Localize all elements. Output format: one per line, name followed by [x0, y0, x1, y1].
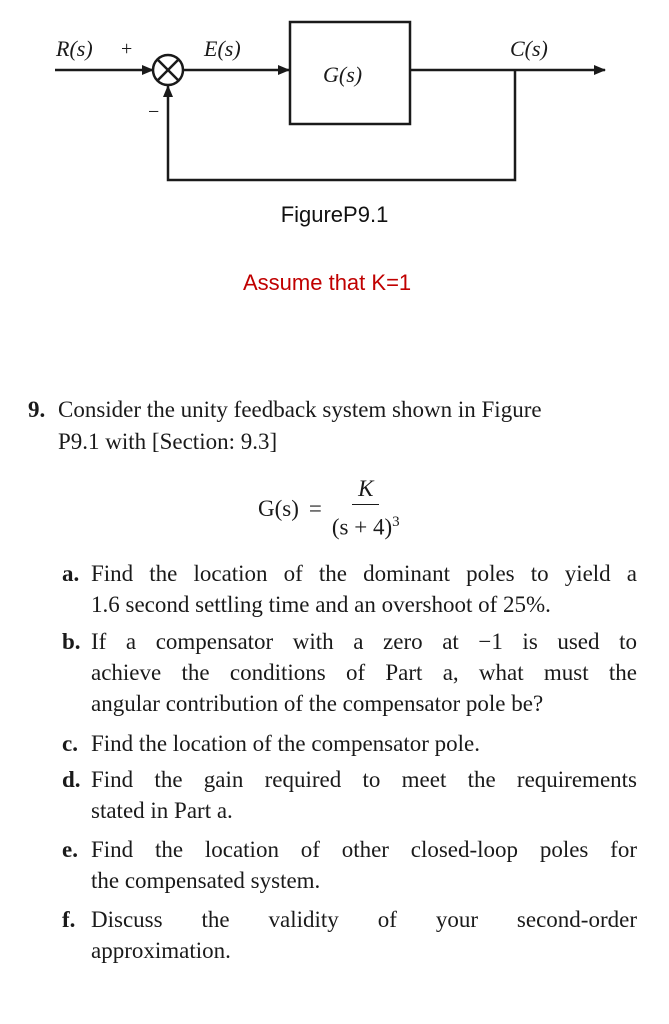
part-e-line-1: Find the location of other closed-loop poles for [91, 837, 637, 862]
problem-statement [28, 394, 638, 458]
transfer-function-equation [258, 476, 400, 543]
problem-stem-line-1 [28, 394, 638, 426]
denominator-exponent: 3 [392, 514, 400, 530]
equation-lhs: G(s) [258, 496, 299, 522]
part-d-letter: d. [62, 767, 81, 792]
equation-numerator: K [352, 476, 379, 505]
part-f-line-2: approximation. [91, 938, 231, 963]
equation-denominator [332, 505, 400, 543]
assumption-note: Assume that K=1 [243, 270, 412, 295]
part-e-line-2: the compensated system. [91, 868, 321, 893]
part-d-line-2: stated in Part a. [91, 798, 233, 823]
part-a-line-1: Find the location of the dominant poles to yield a [91, 561, 637, 586]
part-d [62, 764, 637, 826]
part-e [62, 834, 637, 896]
denominator-base: (s + 4) [331, 514, 393, 540]
part-b-line-3: angular contribution of the compensator pole be? [91, 691, 544, 716]
error-label: E(s) [204, 36, 241, 61]
part-f-letter: f. [62, 907, 76, 932]
part-c-letter: c. [62, 731, 78, 756]
input-label: R(s) [56, 36, 93, 61]
part-b-line-2: achieve the conditions of Part a, what must the [91, 660, 637, 685]
minus-sign: − [148, 101, 160, 123]
part-c [62, 728, 637, 759]
part-a [62, 558, 637, 620]
block-label: G(s) [323, 62, 363, 87]
part-d-line-1: Find the gain required to meet the requirements [91, 767, 637, 792]
part-a-line-2: 1.6 second settling time and an overshoot of 25%. [91, 592, 551, 617]
part-b [62, 626, 637, 719]
output-label: C(s) [510, 36, 548, 61]
figure-caption: FigureP9.1 [280, 202, 389, 227]
part-e-letter: e. [62, 837, 78, 862]
part-b-line-1: If a compensator with a zero at −1 is used to [91, 629, 637, 654]
part-a-letter: a. [62, 561, 80, 586]
block-diagram [0, 0, 669, 200]
problem-stem-line-2: P9.1 with [Section: 9.3] [58, 429, 278, 454]
plus-sign: + [121, 38, 133, 60]
part-f-line-1: Discuss the validity of your second-order [91, 907, 637, 932]
stem-text-1: Consider the unity feedback system shown in Figure [58, 397, 542, 422]
part-c-line-1: Find the location of the compensator pole. [91, 731, 480, 756]
equation-fraction [332, 476, 400, 543]
part-b-letter: b. [62, 629, 81, 654]
equation-equals: = [308, 496, 322, 522]
part-f [62, 904, 637, 966]
problem-number: 9. [28, 397, 46, 422]
summing-junction [153, 55, 183, 85]
